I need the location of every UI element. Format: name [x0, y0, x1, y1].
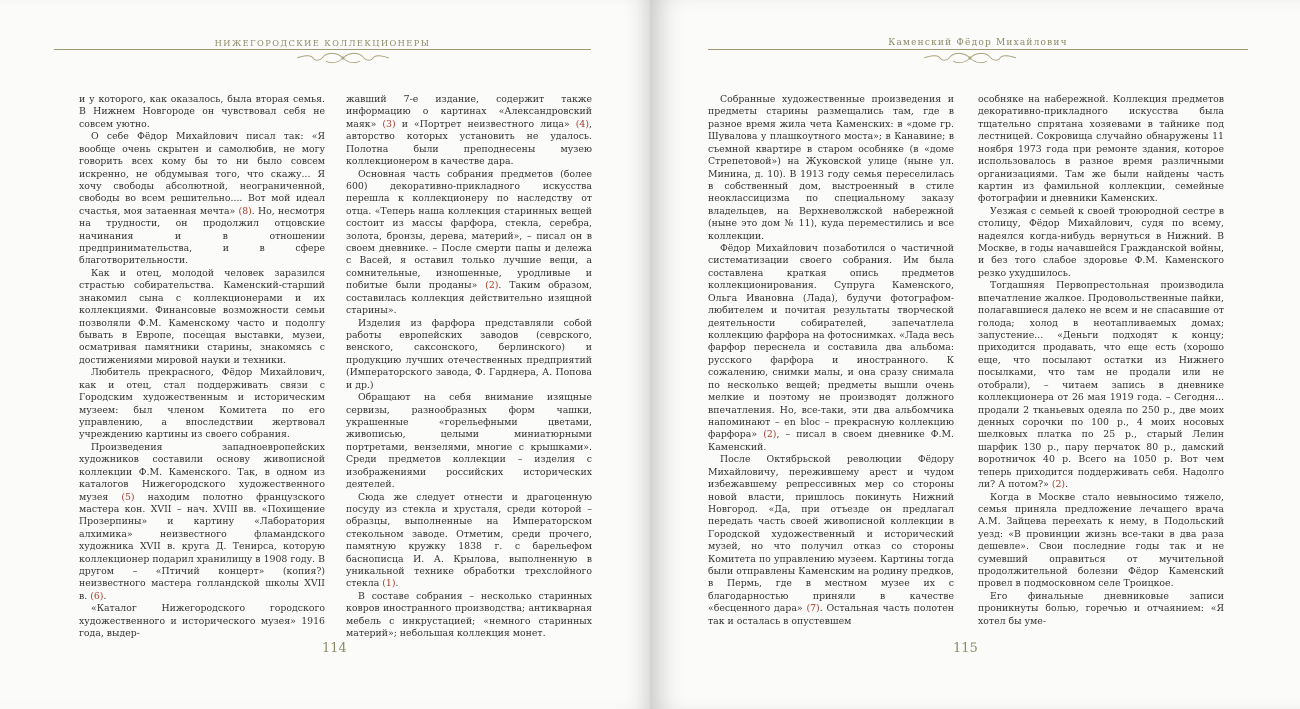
- paragraph-text: жавший 7-е издание, содержит также информацию о картинах «Александровский маяк»: [346, 94, 592, 130]
- paragraph-text: Сюда же следует отнести и драгоценную посуду из стекла и хрусталя, среди которой – образцы, выполненные на Императорском стекольном заводе. Отметим, среди прочего, памятную кружку 1838 г. с барельефом баснописца И. А. Крылова, выполненную в уникальной технике обработки трехслойного стекла: [346, 491, 592, 590]
- paragraph: [708, 454, 954, 628]
- paragraph-text: .: [103, 590, 107, 602]
- paragraph: [346, 392, 592, 491]
- paragraph-text: Уезжая с семьей к своей троюродной сестре в столицу, Фёдор Михайлович, судя по всему, надеялся когда-нибудь вернуться в Нижний. В Москве, в годы начавшейся Гражданской войны, и без того слабое здоровье Ф.М. Каменского резко ухудшилось.: [978, 205, 1224, 279]
- paragraph: [346, 94, 592, 169]
- text-column-2: [978, 94, 1224, 628]
- paragraph-text: Изделия из фарфора представляли собой работы европейских заводов (севрского, венского, саксонского, берлинского) и продукцию лучших отечественных предприятий (Императорского завода, Ф. Гарднера, А. Попова и др.): [346, 317, 592, 391]
- paragraph: [79, 131, 325, 268]
- text-column-1: [708, 94, 954, 628]
- paragraph: [978, 591, 1224, 628]
- right-page: [650, 0, 1300, 709]
- paragraph-text: и у которого, как оказалось, была вторая семья. В Нижнем Новгороде он чувствовал себя не совсем уютно.: [79, 94, 325, 130]
- paragraph: [79, 442, 325, 603]
- paragraph: [978, 280, 1224, 491]
- paragraph-text: Основная часть собрания предметов (более 600) декоративно-прикладного искусства перешла к коллекционеру по наследству от отца. «Теперь наша коллекция старинных вещей состоит из массы фарфора, стекла, серебра, золота, бронзы, дерева, материй», – писал он в своем дневнике. – После смерти папы и дележа с Васей, я оставил только лучшие вещи, а сомнительные, изношенные, уродливые и побитые были проданы»: [346, 168, 592, 292]
- paragraph-text: , – писал в своем дневнике Ф.М. Каменский.: [708, 429, 954, 453]
- paragraph: [708, 94, 954, 243]
- paragraph-text: Собранные художественные произведения и предметы старины размещались там, где в разное время жила чета Каменских: в «доме гр. Шувалова у плашкоутного моста»; в Канавине; в съемной квартире в старом особняке (в «доме Стрепетовой») на Жуковской улице (ныне ул. Минина, д. 10). В 1913 году семья переселилась в собственный дом, выстроенный в стиле неоклассицизма по специальному заказу владельцев, на Верхневолжской набережной (ныне это дом № 11), куда переместились и все коллекции.: [708, 94, 954, 242]
- reference-number: (6): [87, 590, 104, 602]
- reference-number: (3): [376, 118, 396, 130]
- reference-number: (7): [802, 603, 820, 615]
- paragraph: [346, 591, 592, 641]
- reference-number: (2): [477, 280, 499, 292]
- paragraph: [79, 268, 325, 367]
- running-header: Каменский Фёдор Михайлович: [888, 38, 1068, 48]
- reference-number: (8): [235, 205, 252, 217]
- paragraph-text: Фёдор Михайлович позаботился о частичной систематизации своего собрания. Им была составлена краткая опись предметов коллекционирования. Супруга Каменского, Ольга Ивановна (Лада), будучи фотографом-любителем и почитая результаты творческой деятельности собирателей, запечатлела коллекцию фарфора на фотоснимках. «Лада весь фарфор переснела и составила два альбома: русского фарфора и иностранного. К сожалению, снимки малы, и она сразу снимала по несколько вещей; предметы вышли очень мелкие и поэтому не производят должного впечатления. Но, все-таки, эти два альбомчика напоминают – en bloc – прекрасную коллекцию фарфора»: [708, 243, 954, 441]
- paragraph-text: «Каталог Нижегородского городского художественного и исторического музея» 1916 года, выдер-: [79, 603, 325, 640]
- page-number: 114: [322, 641, 347, 656]
- paragraph: [708, 243, 954, 454]
- paragraph-text: В составе собрания – несколько старинных ковров иностранного производства; антикварная мебель с инкрустацией; «немного старинных материй»; небольшая коллекция монет.: [346, 590, 592, 640]
- reference-number: (2): [757, 429, 777, 441]
- text-column-1: [79, 94, 325, 641]
- paragraph-text: После Октябрьской революции Фёдору Михайловичу, пережившему арест и чудом избежавшему репрессивных мер со стороны новой власти, пришлось покинуть Нижний Новгород. «Да, при отъезде он предлагал передать часть своей живописной коллекции в Городской художественный и исторический музей, но что получил отказ со стороны Комитета по управлению музеем. Картины тогда были отправлены Каменским на родину предков, в Пермь, где в местном музее их с благодарностью приняли в качестве «бесценного дара»: [708, 454, 954, 615]
- running-header: НИЖЕГОРОДСКИЕ КОЛЛЕКЦИОНЕРЫ: [214, 38, 431, 48]
- paragraph-text: Как и отец, молодой человек заразился страстью собирательства. Каменский-старший знакомил сына с коллекционерами и их коллекциями. Финансовые возможности семьи позволяли Ф.М. Каменскому часто и подолгу бывать в Европе, посещая выставки, музеи, осматривая памятники старины, знакомясь с достижениями мировой науки и техники.: [79, 267, 325, 366]
- paragraph-text: особняке на набережной. Коллекция предметов декоративно-прикладного искусства была тщательно спрятана хозяевами в тайнике под лестницей. Сокровища случайно обнаружены 11 ноября 1973 года при ремонте здания, которое использовалось в разное время различными организациями. Там же были найдены часть картин из фамильной коллекции, семейные фотографии и дневники Каменских.: [978, 94, 1224, 205]
- paragraph-text: , авторство которых установить не удалось. Полотна были преподнесены музею коллекционером в качестве дара.: [346, 118, 592, 168]
- paragraph: [346, 318, 592, 393]
- paragraph-text: Любитель прекрасного, Фёдор Михайлович, как и отец, стал поддерживать связи с Городским художественным и историческим музеем: был членом Комитета по его управлению, а впоследствии жертвовал учреждению картины из своего собрания.: [79, 367, 325, 441]
- paragraph: [978, 94, 1224, 206]
- paragraph: [346, 492, 592, 591]
- reference-number: (2): [1048, 479, 1066, 491]
- header-ornament-icon: [293, 50, 393, 66]
- paragraph: [346, 169, 592, 318]
- text-column-2: [346, 94, 592, 641]
- paragraph-text: . Но, несмотря на трудности, он продолжил отцовские начинания и в отношении предпринимательства, и в сфере благотворительности.: [79, 205, 325, 267]
- paragraph-text: . Остальная часть полотен так и осталась в опустевшем: [708, 603, 954, 627]
- paragraph: [978, 206, 1224, 281]
- paragraph: [79, 603, 325, 640]
- paragraph-text: . Таким образом, составилась коллекция действительно изящной старины».: [346, 280, 593, 317]
- paragraph-text: Произведения западноевропейских художников составили основу живописной коллекции Ф.М. Каменского. Так, в одном из каталогов Нижегородского художественного музея: [79, 441, 325, 503]
- paragraph: [79, 367, 325, 442]
- paragraph-text: .: [395, 578, 399, 590]
- paragraph-text: находим полотно французского мастера кон. XVII – нач. XVIII вв. «Похищение Прозерпины» и картину «Лаборатория алхимика» неизвестного фламандского художника XVII в. круга Д. Тенирса, которую коллекционер подарил хранилищу в 1908 году. В другом – «Птичий концерт» (копия?) неизвестного мастера голландской школы XVII в.: [79, 491, 325, 602]
- header-ornament-icon: [920, 50, 1020, 66]
- paragraph-text: Его финальные дневниковые записи проникнуты болью, горечью и отчаянием: «Я хотел бы уме-: [978, 590, 1224, 627]
- paragraph-text: Когда в Москве стало невыносимо тяжело, семья приняла предложение лечащего врача А.М. Зайцева переехать к нему, в Подольский уезд: «В провинции жизнь все-таки в два раза дешевле». Свои последние годы так и не сумевший оправиться от мучительной продолжительной болезни Фёдор Каменский провел в подмосковном селе Троицкое.: [978, 491, 1224, 590]
- paragraph-text: Обращают на себя внимание изящные сервизы, разнообразных форм чашки, украшенные «горельефными цветами, живописью, целыми миниатюрными портретами, вензелями, многие с крышками». Среди предметов коллекции – изделия с изображениями российских исторических деятелей.: [346, 392, 592, 491]
- reference-number: (1): [379, 578, 396, 590]
- paragraph: [79, 94, 325, 131]
- page-number: 115: [953, 641, 978, 656]
- paragraph-text: Тогдашняя Первопрестольная производила впечатление жалкое. Продовольственные пайки, полагавшиеся далеко не всем и не спасавшие от голода; холод в неотапливаемых домах; запустение... «Деньги подходят к концу; приходится продавать, что еще есть (хорошо еще, что посылают остатки из Нижнего посылками, что там не продали или не отобрали), – читаем запись в дневнике коллекционера от 26 мая 1919 года. – Сегодня... продали 2 тканьевых одеяла по 250 р., две моих денных сорочки по 100 р., 4 моих носовых шелковых платка по 25 р., старый Лелин шарфик 130 р., пару перчаток 80 р., дамский воротничок 40 р. Всего на 1050 р. Вот чем теперь приходится поддерживать себя. Надолго ли? А потом?»: [978, 280, 1224, 491]
- paragraph-text: О себе Фёдор Михайлович писал так: «Я вообще очень скрытен и самолюбив, не могу говорить всех кому бы то ни было совсем искренно, не обдумывая того, что скажу... Я хочу свободы абсолютной, неограниченной, свободы во всем решительно.... Вот мой идеал счастья, моя затаенная мечта»: [79, 131, 325, 217]
- paragraph-text: .: [1065, 479, 1069, 491]
- paragraph-text: и «Портрет неизвестного лица»: [395, 118, 570, 130]
- reference-number: (5): [108, 491, 135, 503]
- reference-number: (4): [569, 118, 589, 130]
- paragraph: [978, 492, 1224, 591]
